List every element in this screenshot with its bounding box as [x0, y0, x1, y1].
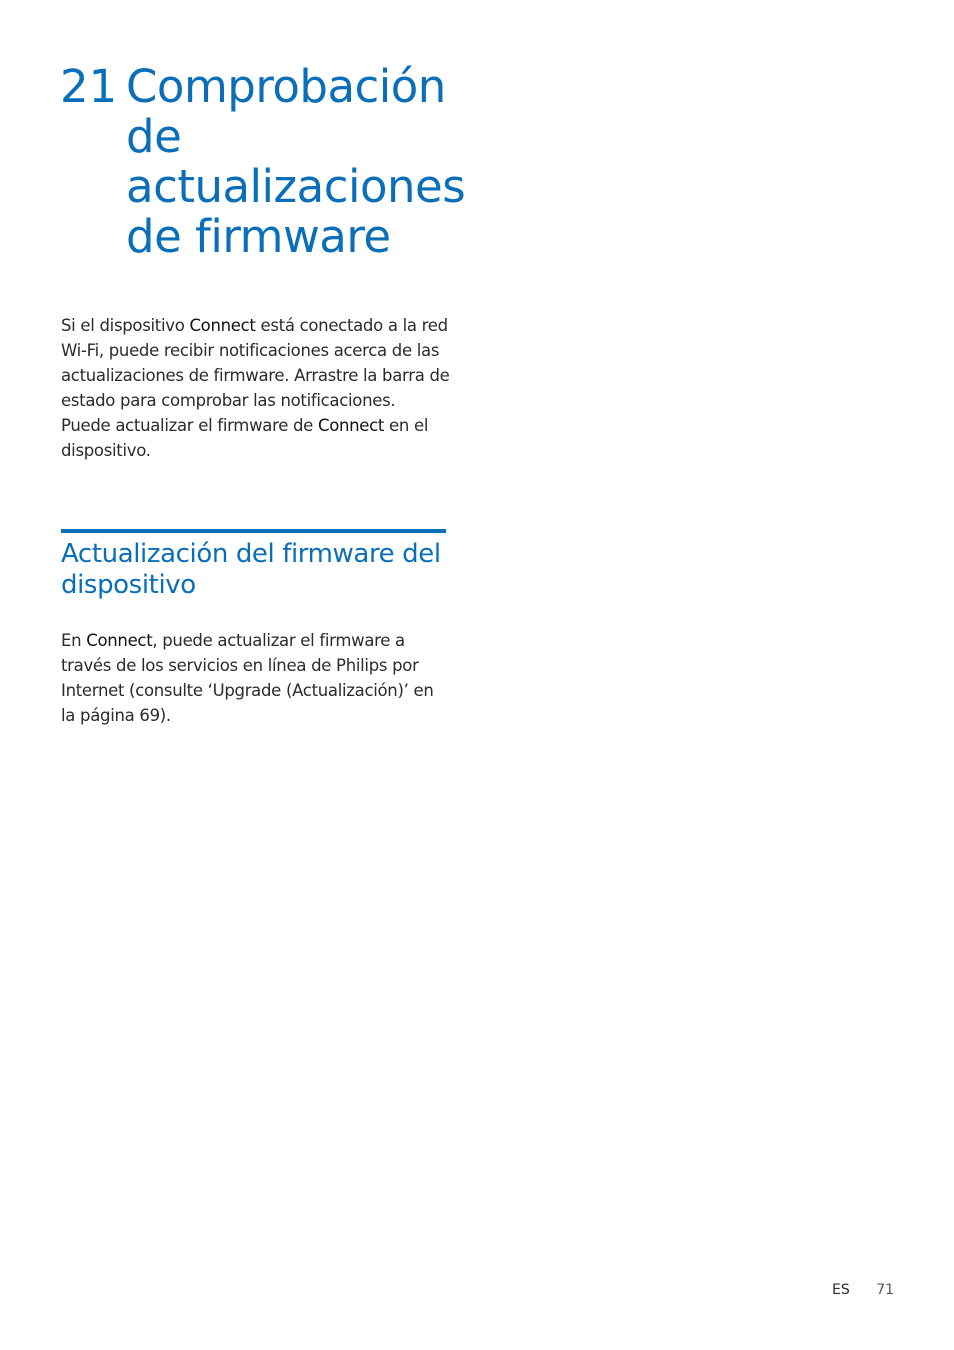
product-name: Connect — [317, 416, 385, 435]
intro-paragraph-1 — [61, 313, 451, 413]
section-text-span: , puede actualizar el firmware a través de los servicios en línea de Philips por Internet (consulte ‘Upgrade (Actualización)’ en la página 69). — [61, 631, 434, 725]
section-divider — [61, 529, 446, 533]
intro-text-span: Si el dispositivo — [61, 316, 190, 335]
page-number: 71 — [876, 1282, 895, 1298]
chapter-heading — [60, 62, 480, 262]
intro-text-span: está conectado a la red Wi-Fi, puede recibir notificaciones acerca de las actualizaciones de firmware. Arrastre la barra de estado para comprobar las notificaciones. — [61, 316, 450, 410]
section-text-span: En — [61, 631, 87, 650]
language-code: ES — [832, 1282, 850, 1298]
product-name: Connect — [189, 316, 256, 335]
intro-text-span: Puede actualizar el firmware de — [61, 416, 318, 435]
intro-paragraph-2 — [61, 413, 451, 463]
section-body — [61, 628, 451, 728]
chapter-title-line: de firmware — [126, 210, 391, 263]
intro-text-span: en el dispositivo. — [61, 416, 429, 460]
section-title: Actualización del firmware del dispositivo — [61, 539, 441, 600]
chapter-title-line: de — [126, 110, 182, 163]
intro-text — [61, 313, 451, 463]
chapter-title-line: actualizaciones — [126, 160, 466, 213]
chapter-number: 21 — [60, 60, 118, 113]
chapter-title — [126, 62, 480, 262]
page-footer — [832, 1280, 894, 1300]
chapter-title-line: Comprobación — [126, 60, 446, 113]
product-name: Connect — [86, 631, 153, 650]
